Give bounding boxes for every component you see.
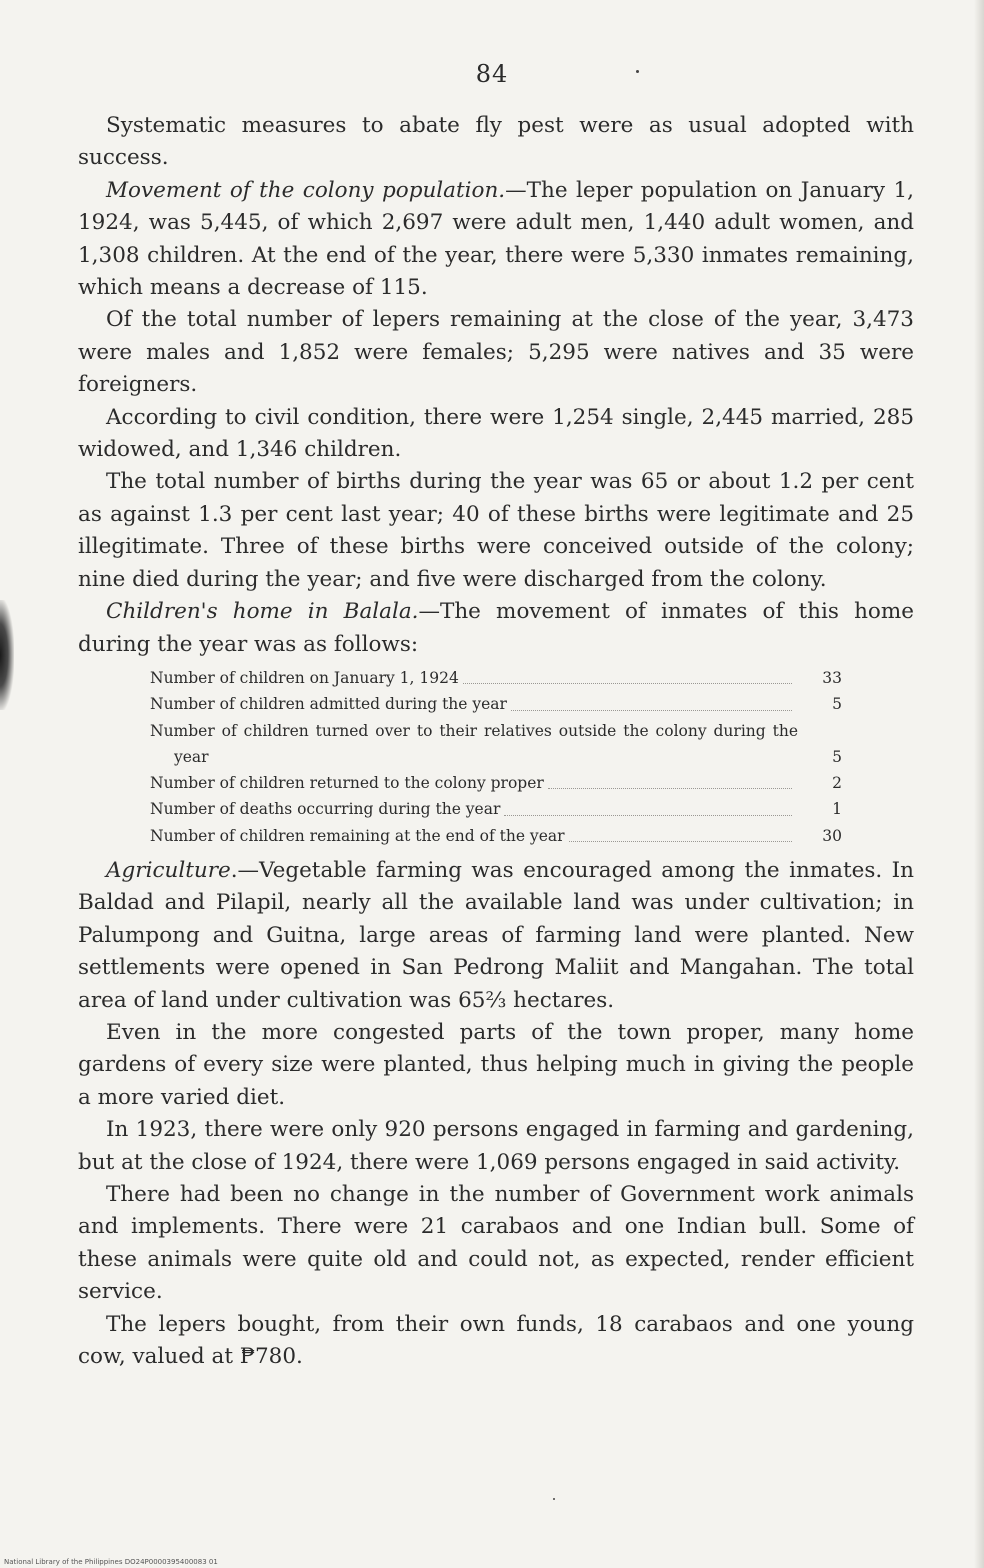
paragraph-text: .—Vegetable farming was encouraged among the inmates. In Baldad and Pilapil, nearly all the available land was under cultivation; in Palumpong and Guitna, large areas of farming land were planted. New settlements were opened in San Pedrong Maliit and Mangahan. The total area of land under cultivation was 65⅔ hectares. [78,857,914,1013]
childrens-home-table [150,665,842,849]
row-label: Number of deaths occurring during the year [150,800,501,819]
leader-dots [504,815,792,816]
leader-dots [511,710,792,711]
paragraph-civil-condition: According to civil condition, there were 1,254 single, 2,445 married, 285 widowed, and 1,346 children. [78,404,914,463]
row-value: 1 [832,800,842,819]
section-heading: Movement of the colony population. [106,177,506,203]
row-label: Number of children remaining at the end of the year [150,826,565,845]
leader-dots [548,788,792,789]
page-number: 84 [475,60,509,88]
paragraph-sex-nationality: Of the total number of lepers remaining at the close of the year, 3,473 were males and 1,852 were females; 5,295 were natives and 35 were foreigners. [78,307,914,398]
paragraph-work-animals: There had been no change in the number of Government work animals and implements. There were 21 carabaos and one Indian bull. Some of these animals were quite old and could not, as expected, render efficient service. [78,1182,914,1305]
paragraph-text: —The leper population on January 1, 1924, was 5,445, of which 2,697 were adult men, 1,440 adult women, and 1,308 children. At the end of the year, there were 5,330 inmates remaining, which means a decrease of 115. [78,177,914,301]
paragraph-farming-persons: In 1923, there were only 920 persons engaged in farming and gardening, but at the close of 1924, there were 1,069 persons engaged in said activity. [78,1117,914,1175]
table-row [150,770,842,796]
row-value: 2 [832,774,842,793]
body-text [78,110,914,1373]
table-row [150,823,842,849]
table-row [150,665,842,691]
row-value: 33 [822,668,842,687]
row-label: Number of children returned to the colony proper [150,774,544,793]
row-label: Number of children on January 1, 1924 [150,668,459,687]
paragraph-births: The total number of births during the year was 65 or about 1.2 per cent as against 1.3 per cent last year; 40 of these births were legitimate and 25 illegitimate. Three of these births were conceived outside of the colony; nine died during the year; and five were discharged from the colony. [78,469,914,592]
row-value: 30 [822,826,842,845]
leader-dots [569,841,792,842]
scan-speck [553,1498,555,1500]
paragraph-purchases: The lepers bought, from their own funds, 18 carabaos and one young cow, valued at ₱780. [78,1311,914,1370]
table-row [150,796,842,822]
row-value: 5 [832,747,842,766]
paragraph-text: —The movement of inmates of this home during the year was as follows: [78,599,914,657]
paragraph-colony-population [78,175,914,305]
footer-archive-id: National Library of the Philippines DO24P0000395400083 01 [4,1558,218,1566]
page-edge [974,0,984,1568]
row-label: Number of children turned over to their relatives outside the colony during the year [150,721,798,766]
leader-dots [463,683,792,684]
table-row [150,718,842,771]
paragraph-fly-pest: Systematic measures to abate fly pest were as usual adopted with success. [78,113,914,171]
row-label: Number of children admitted during the year [150,695,507,714]
section-heading: Agriculture [106,857,231,883]
binding-shadow [0,600,14,710]
paragraph-home-gardens: Even in the more congested parts of the town proper, many home gardens of every size were planted, thus helping much in giving the people a more varied diet. [78,1020,914,1110]
paragraph-childrens-home [78,596,914,661]
row-value: 5 [832,695,842,714]
table-row [150,691,842,717]
section-heading: Children's home in Balala. [106,599,419,625]
paragraph-agriculture [78,855,914,1017]
